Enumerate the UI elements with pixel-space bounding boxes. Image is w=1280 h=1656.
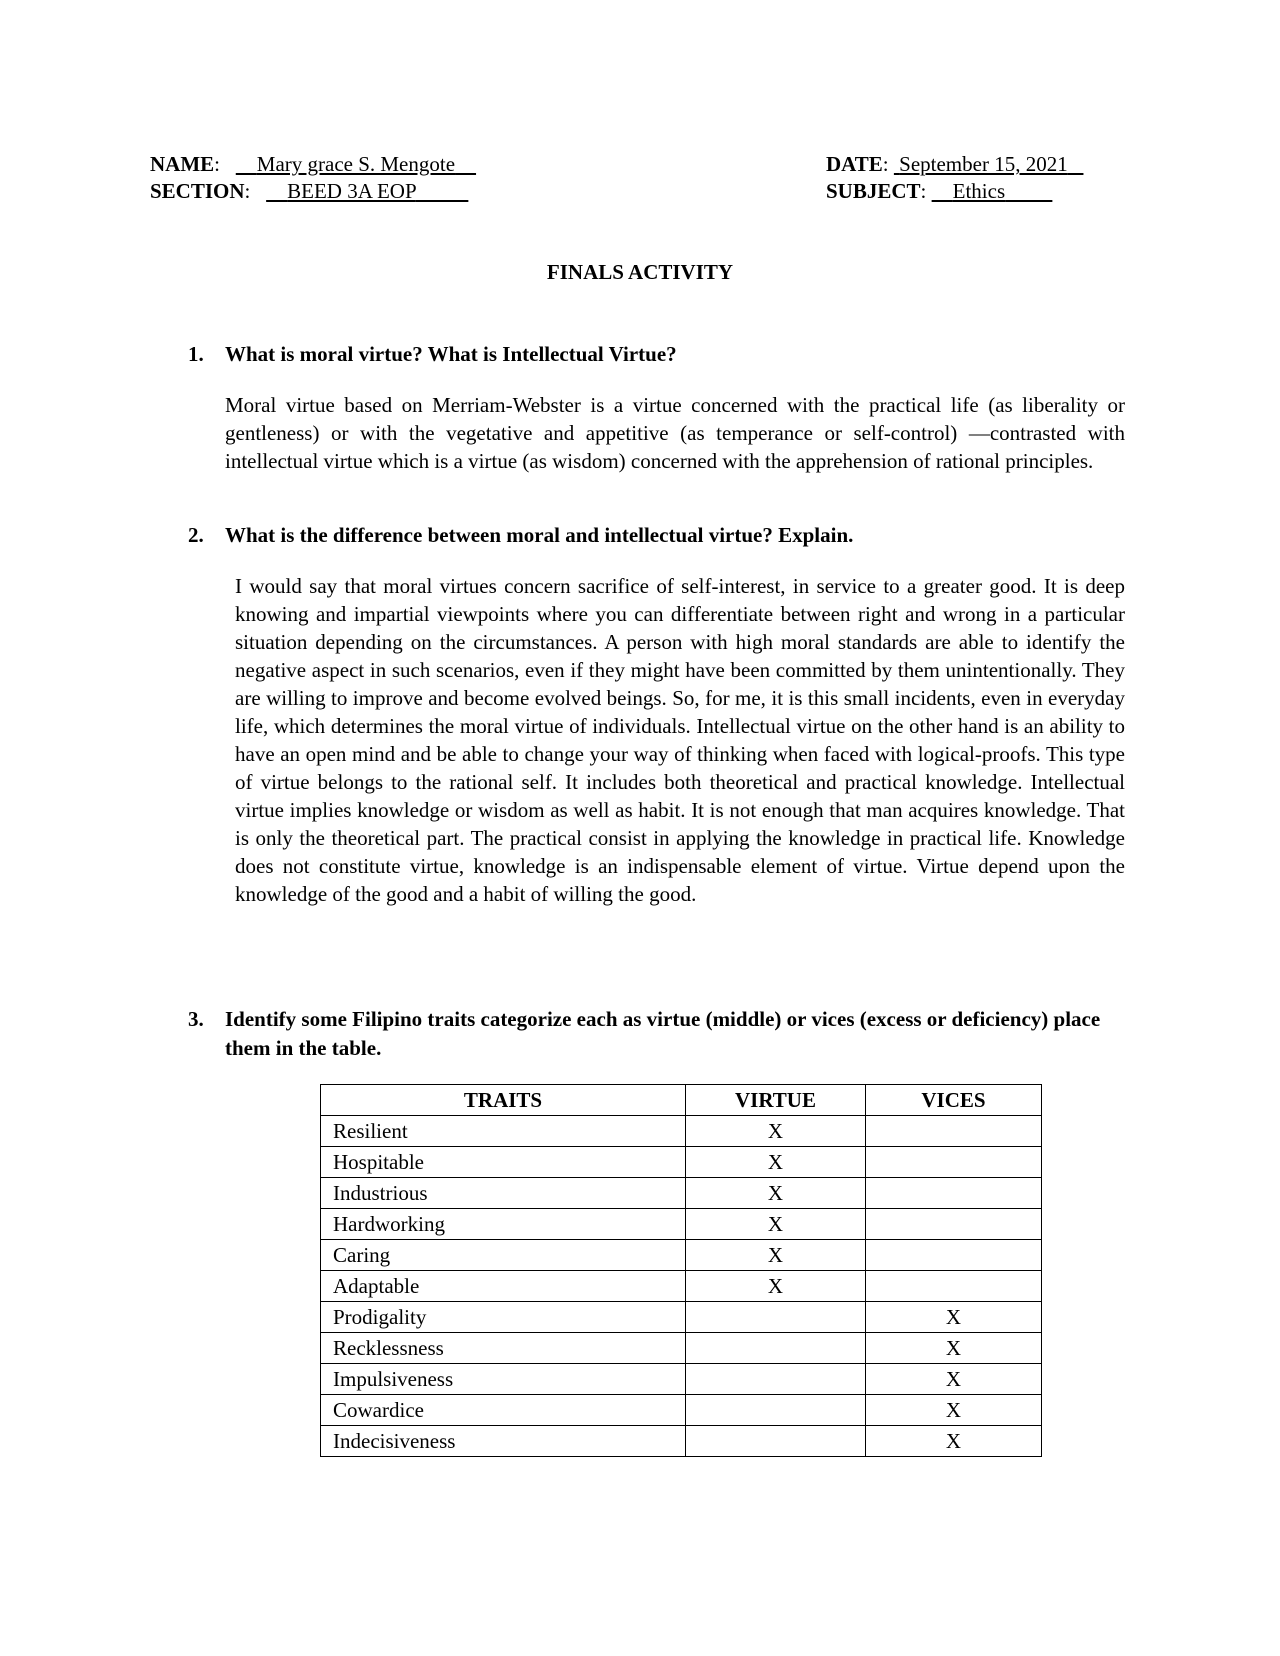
table-row [321, 1302, 1042, 1333]
table-row [321, 1395, 1042, 1426]
date-line: DATE: September 15, 2021 [826, 150, 1083, 178]
vices-cell: X [866, 1426, 1042, 1457]
question-3-number: 3. [188, 1007, 204, 1031]
trait-cell: Industrious [321, 1178, 686, 1209]
virtue-cell: X [686, 1178, 866, 1209]
trait-cell: Prodigality [321, 1302, 686, 1333]
vices-cell: X [866, 1333, 1042, 1364]
section-value: BEED 3A EOP [287, 179, 416, 203]
table-row [321, 1333, 1042, 1364]
answer-1: Moral virtue based on Merriam-Webster is a virtue concerned with the practical life (as liberality or gentleness) or with the vegetative and appetitive (as temperance or self-control) —contrasted with intellectual virtue which is a virtue (as wisdom) concerned with the apprehension of rational principles. [225, 393, 1125, 473]
header-vices: VICES [866, 1085, 1042, 1116]
trait-cell: Hardworking [321, 1209, 686, 1240]
traits-table [320, 1084, 1042, 1457]
virtue-cell [686, 1395, 866, 1426]
trait-cell: Caring [321, 1240, 686, 1271]
header-virtue: VIRTUE [686, 1085, 866, 1116]
section-label: SECTION [150, 179, 245, 203]
page-title: FINALS ACTIVITY [546, 260, 734, 284]
name-line: NAME: Mary grace S. Mengote [150, 150, 476, 178]
question-2-number: 2. [188, 523, 204, 547]
vices-cell [866, 1271, 1042, 1302]
date-label: DATE [826, 152, 883, 176]
table-row [321, 1178, 1042, 1209]
virtue-cell [686, 1302, 866, 1333]
virtue-cell: X [686, 1116, 866, 1147]
vices-cell [866, 1116, 1042, 1147]
subject-value: Ethics [952, 179, 1006, 203]
question-1-number: 1. [188, 342, 204, 366]
vices-cell: X [866, 1302, 1042, 1333]
header-traits: TRAITS [321, 1085, 686, 1116]
trait-cell: Indecisiveness [321, 1426, 686, 1457]
trait-cell: Adaptable [321, 1271, 686, 1302]
section-line: SECTION: BEED 3A EOP [150, 177, 468, 205]
table-row [321, 1271, 1042, 1302]
virtue-cell: X [686, 1240, 866, 1271]
question-3-text: Identify some Filipino traits categorize each as virtue (middle) or vices (excess or deficiency) place them in the table. [225, 1007, 1101, 1060]
vices-cell [866, 1147, 1042, 1178]
virtue-cell: X [686, 1209, 866, 1240]
table-row [321, 1209, 1042, 1240]
vices-cell [866, 1240, 1042, 1271]
virtue-cell: X [686, 1147, 866, 1178]
table-row [321, 1426, 1042, 1457]
virtue-cell [686, 1333, 866, 1364]
trait-cell: Resilient [321, 1116, 686, 1147]
trait-cell: Recklessness [321, 1333, 686, 1364]
trait-cell: Hospitable [321, 1147, 686, 1178]
question-2-text: What is the difference between moral and intellectual virtue? Explain. [225, 523, 854, 547]
table-header-row [321, 1085, 1042, 1116]
vices-cell: X [866, 1395, 1042, 1426]
answer-2: I would say that moral virtues concern sacrifice of self-interest, in service to a greater good. It is deep knowing and impartial viewpoints where you can differentiate between right and wrong in a particular situation depending on the circumstances. A person with high moral standards are able to identify the negative aspect in such scenarios, even if they might have been committed by them unintentionally. They are willing to improve and become evolved beings. So, for me, it is this small incidents, even in everyday life, which determines the moral virtue of individuals. Intellectual virtue on the other hand is an ability to have an open mind and be able to change your way of thinking when faced with logical-proofs. This type of virtue belongs to the rational self. It includes both theoretical and practical knowledge. Intellectual virtue implies knowledge or wisdom as well as habit. It is not enough that man acquires knowledge. That is only the theoretical part. The practical consist in applying the knowledge in practical life. Knowledge does not constitute virtue, knowledge is an indispensable element of virtue. Virtue depend upon the knowledge of the good and a habit of willing the good. [235, 574, 1125, 906]
virtue-cell [686, 1364, 866, 1395]
name-label: NAME [150, 152, 215, 176]
question-1-text: What is moral virtue? What is Intellectual Virtue? [225, 342, 677, 366]
trait-cell: Cowardice [321, 1395, 686, 1426]
trait-cell: Impulsiveness [321, 1364, 686, 1395]
subject-label: SUBJECT [826, 179, 921, 203]
virtue-cell: X [686, 1271, 866, 1302]
subject-line: SUBJECT: Ethics [826, 177, 1052, 205]
virtue-cell [686, 1426, 866, 1457]
date-value: September 15, 2021 [899, 152, 1068, 176]
vices-cell [866, 1209, 1042, 1240]
table-row [321, 1116, 1042, 1147]
table-row [321, 1364, 1042, 1395]
table-row [321, 1240, 1042, 1271]
table-row [321, 1147, 1042, 1178]
vices-cell: X [866, 1364, 1042, 1395]
name-value: Mary grace S. Mengote [256, 152, 456, 176]
vices-cell [866, 1178, 1042, 1209]
